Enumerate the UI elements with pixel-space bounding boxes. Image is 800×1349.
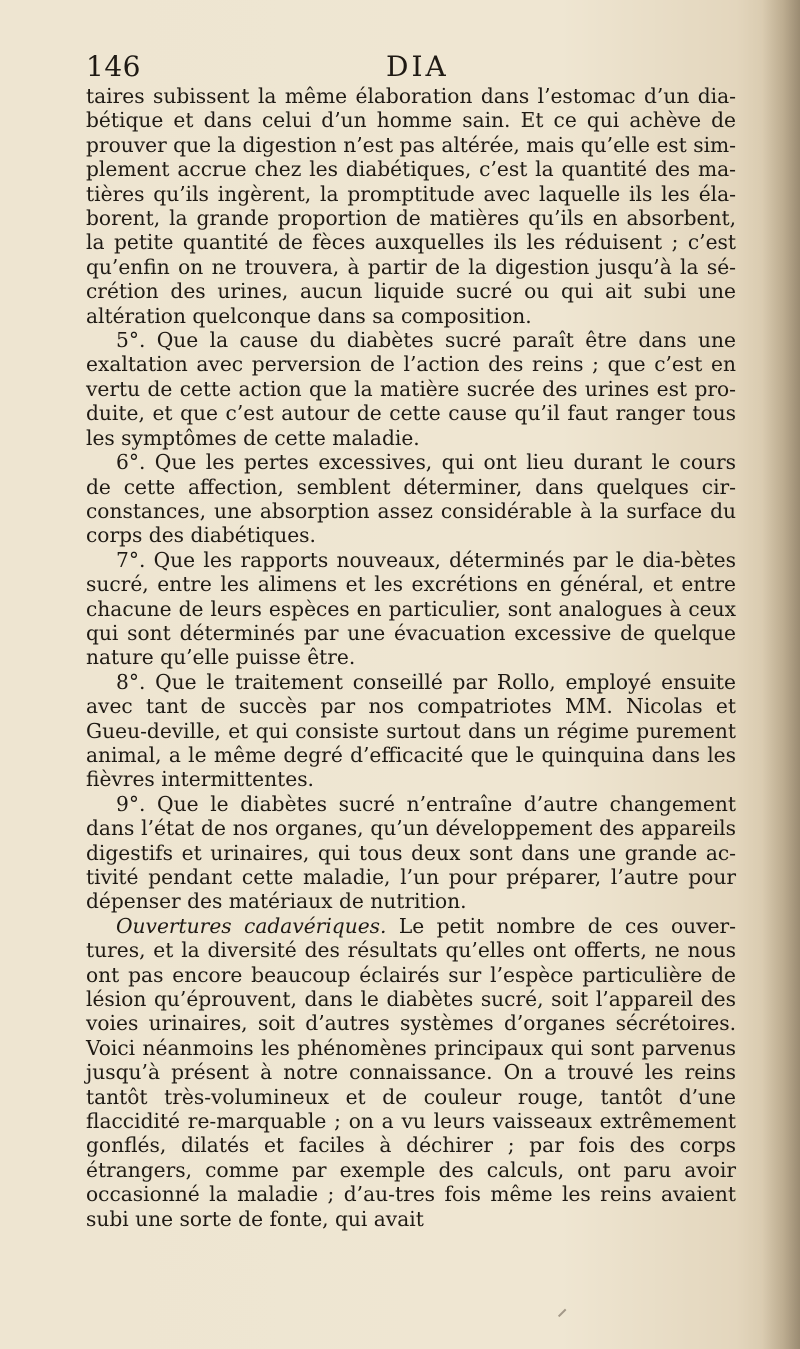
conclusion-7: 7°. Que les rapports nouveaux, déterminés par le dia-bètes sucré, entre les alimens et les excrétions en général, et entre chacune de leurs espèces en particulier, sont analogues à ceux qui sont déterminés par une évacuation excessive de quelque nature qu’elle puisse être. [86,547,736,670]
autopsy-heading: Ouvertures cadavériques. [116,913,387,938]
autopsy-paragraph [86,914,736,1231]
page-edge-shadow [762,0,800,1349]
page-header [86,50,736,86]
autopsy-text: Le petit nombre de ces ouver-tures, et la diversité des résultats qu’elles ont offerts, ne nous ont pas encore beaucoup éclairés sur l’espèce particulière de lésion qu’éprouvent, dans le diabètes sucré, soit l’appareil des voies urinaires, soit d’autres systèmes d’organes sécrétoires. Voici néanmoins les phénomènes principaux qui sont parvenus jusqu’à présent à notre connaissance. On a trouvé les reins tantôt très-volumineux et de couleur rouge, tantôt d’une flaccidité re-marquable ; on a vu leurs vaisseaux extrêmement gonflés, dilatés et faciles à déchirer ; par fois des corps étrangers, comme par exemple des calculs, ont paru avoir occasionné la maladie ; d’au-tres fois même les reins avaient subi une sorte de fonte, qui avait [86,913,737,1231]
conclusion-9: 9°. Que le diabètes sucré n’entraîne d’autre changement dans l’état de nos organes, qu’un développement des appareils digestifs et urinaires, qui tous deux sont dans une grande ac-tivité pendant cette maladie, l’un pour préparer, l’autre pour dépenser des matériaux de nutrition. [86,791,736,914]
page-number: 146 [86,50,141,83]
conclusion-5: 5°. Que la cause du diabètes sucré paraît être dans une exaltation avec perversion de l’action des reins ; que c’est en vertu de cette action que la matière sucrée des urines est pro-duite, et que c’est autour de cette cause qu’il faut ranger tous les symptômes de cette maladie. [86,328,736,450]
running-head: DIA [386,50,449,83]
continued-paragraph: taires subissent la même élaboration dans l’estomac d’un dia-bétique et dans celui d’un homme sain. Et ce qui achève de prouver que la digestion n’est pas altérée, mais qu’elle est sim-plement accrue chez les diabétiques, c’est la quantité des ma-tières qu’ils ingèrent, la promptitude avec laquelle ils les éla-borent, la grande proportion de matières qu’ils en absorbent, la petite quantité de fèces auxquelles ils les réduisent ; c’est qu’enfin on ne trouvera, à partir de la digestion jusqu’à la sé-crétion des urines, aucun liquide sucré ou qui ait subi une altération quelconque dans sa composition. [86,84,736,328]
conclusion-8: 8°. Que le traitement conseillé par Rollo, employé ensuite avec tant de succès par nos compatriotes MM. Nicolas et Gueu-deville, et qui consiste surtout dans un régime purement animal, a le même degré d’efficacité que le quinquina dans les fièvres intermittentes. [86,669,736,792]
page-text [86,84,736,1231]
ink-mark [558,1309,566,1317]
conclusion-6: 6°. Que les pertes excessives, qui ont lieu durant le cours de cette affection, semblent déterminer, dans quelques cir-constances, une absorption assez considérable à la surface du corps des diabétiques. [86,450,736,548]
